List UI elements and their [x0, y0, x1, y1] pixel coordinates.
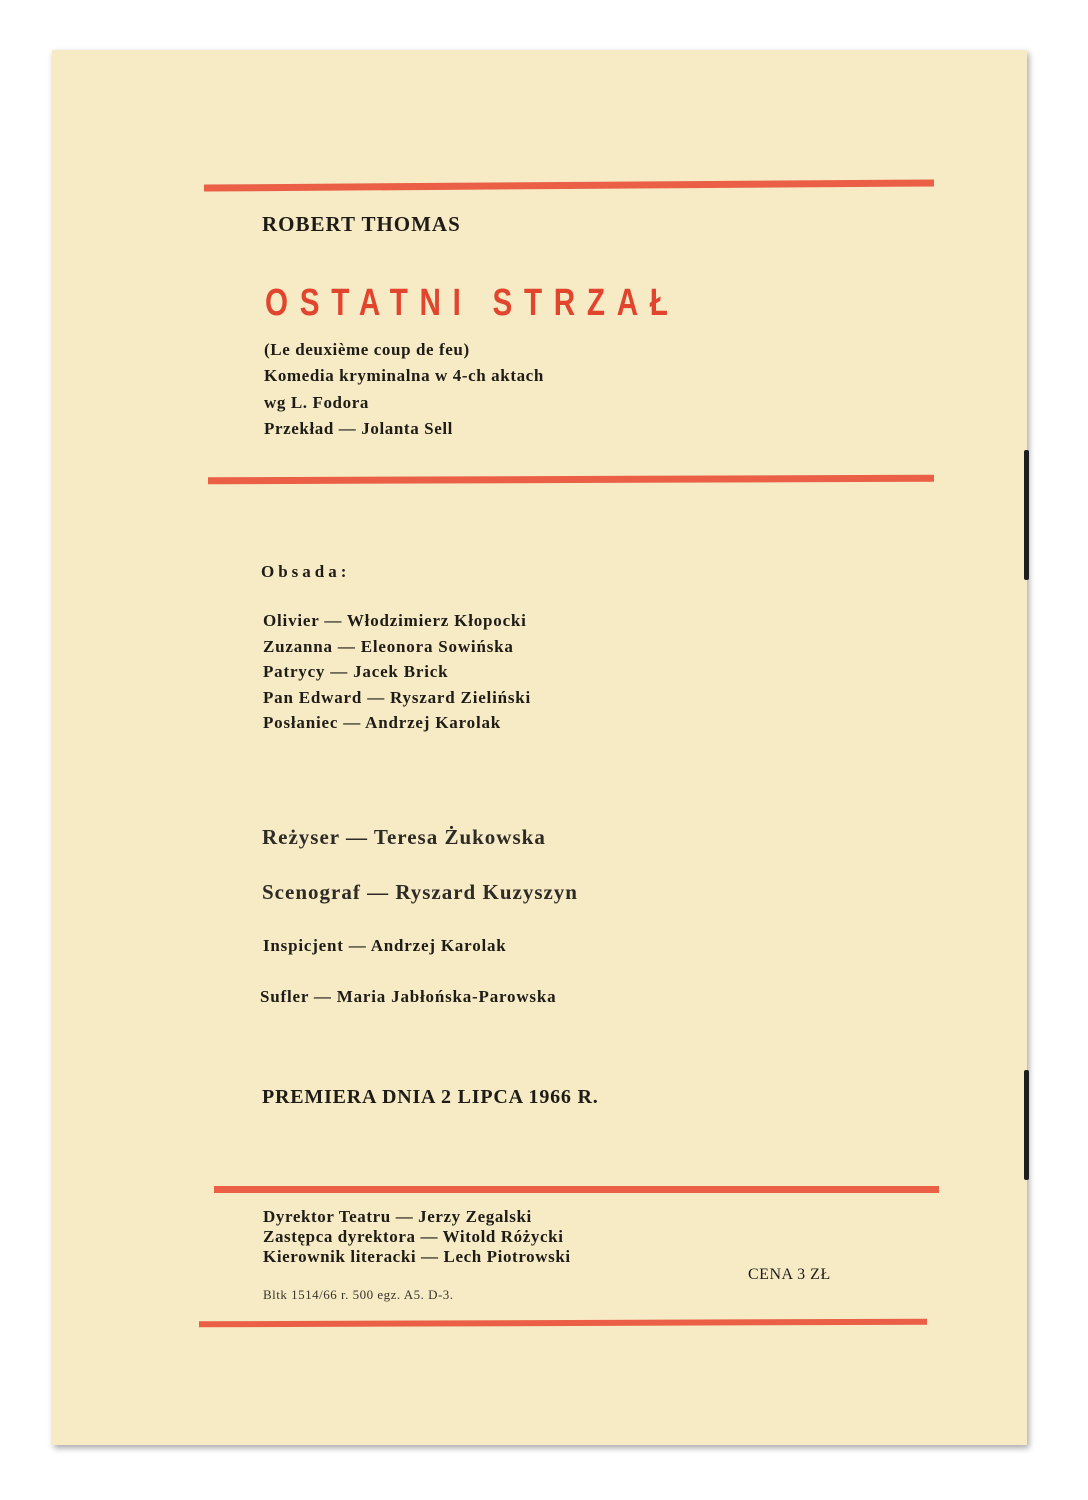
- author-name: ROBERT THOMAS: [262, 212, 461, 236]
- management-line: Dyrektor Teatru — Jerzy Zegalski: [263, 1207, 532, 1226]
- cast-member: Patrycy — Jacek Brick: [263, 662, 449, 681]
- cast-member: Olivier — Włodzimierz Kłopocki: [263, 611, 527, 630]
- stage-manager-credit: Inspicjent — Andrzej Karolak: [263, 936, 507, 955]
- management-top-rule: [214, 1186, 939, 1193]
- cast-member: Zuzanna — Eleonora Sowińska: [263, 637, 514, 656]
- subtitle-line: (Le deuxième coup de feu): [264, 340, 470, 359]
- print-info: Bltk 1514/66 r. 500 egz. A5. D-3.: [263, 1287, 454, 1302]
- cast-member: Posłaniec — Andrzej Karolak: [263, 713, 502, 732]
- play-title: OSTATNI STRZAŁ: [265, 282, 680, 324]
- director-credit: Reżyser — Teresa Żukowska: [262, 825, 546, 849]
- price: CENA 3 ZŁ: [748, 1266, 831, 1283]
- cast-heading: Obsada:: [261, 562, 351, 581]
- cast-member: Pan Edward — Ryszard Zieliński: [263, 688, 532, 707]
- binding-edge: [1024, 1070, 1029, 1180]
- subtitle-line: Przekład — Jolanta Sell: [264, 419, 453, 438]
- management-line: Kierownik literacki — Lech Piotrowski: [263, 1247, 571, 1266]
- subtitle-line: wg L. Fodora: [264, 393, 369, 412]
- set-designer-credit: Scenograf — Ryszard Kuzyszyn: [262, 880, 578, 904]
- prompter-credit: Sufler — Maria Jabłońska-Parowska: [260, 987, 557, 1006]
- subtitle-line: Komedia kryminalna w 4-ch aktach: [264, 366, 544, 385]
- management-line: Zastępca dyrektora — Witold Różycki: [263, 1227, 564, 1246]
- binding-edge: [1024, 450, 1029, 580]
- premiere-date: PREMIERA DNIA 2 LIPCA 1966 R.: [262, 1086, 599, 1108]
- bleed-through-texture: [892, 170, 1032, 1270]
